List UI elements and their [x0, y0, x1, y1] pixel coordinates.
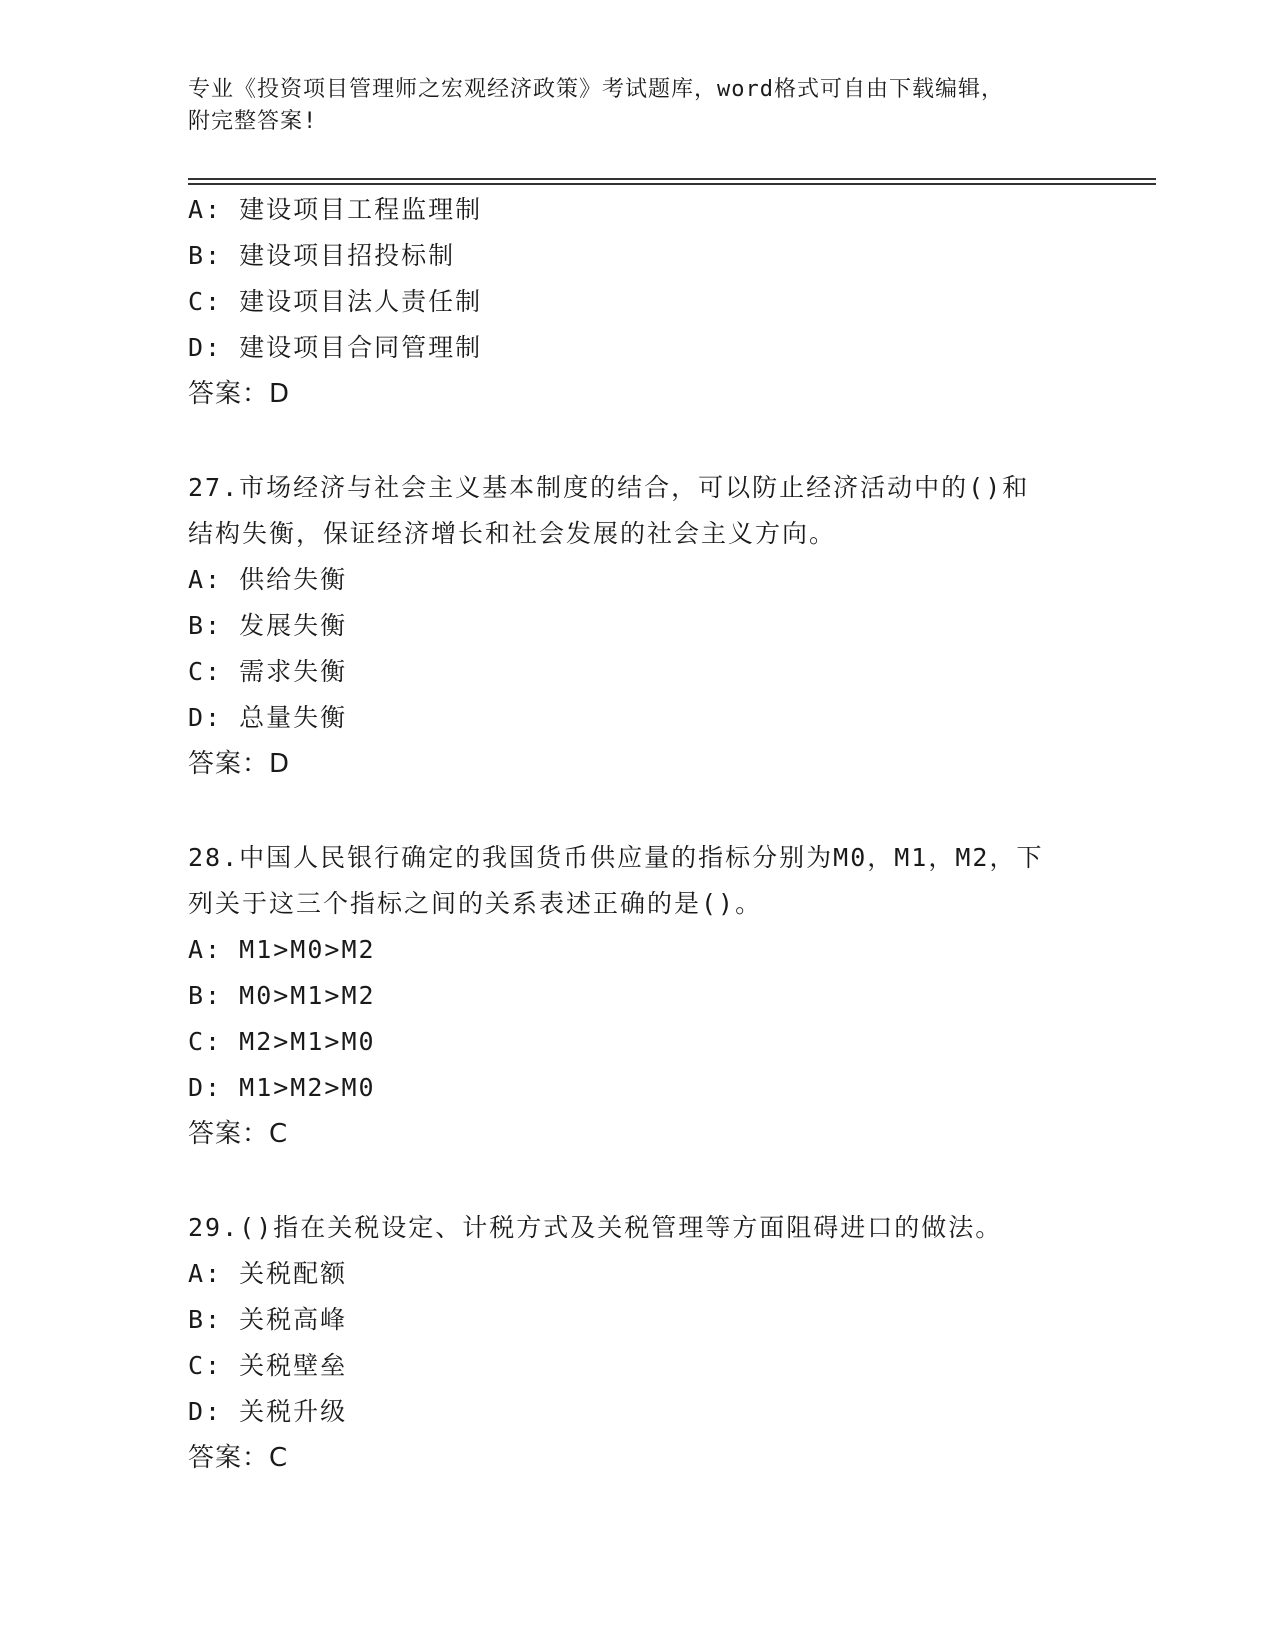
- question-26: [188, 187, 1088, 417]
- option-b: B: M0>M1>M2: [188, 981, 376, 1010]
- document-header: [188, 74, 1088, 138]
- header-line-2: 附完整答案!: [188, 109, 318, 134]
- question-stem: [188, 835, 1088, 927]
- stem-line: 27.市场经济与社会主义基本制度的结合，可以防止经济活动中的()和: [188, 473, 1030, 502]
- option-a: A: 关税配额: [188, 1259, 348, 1288]
- option-a: A: 供给失衡: [188, 565, 348, 594]
- option-b: B: 发展失衡: [188, 611, 348, 640]
- header-divider-bottom: [188, 183, 1156, 185]
- answer: 答案：C: [188, 1443, 289, 1473]
- question-27: [188, 465, 1088, 787]
- option-b: B: 关税高峰: [188, 1305, 348, 1334]
- stem-line: 结构失衡，保证经济增长和社会发展的社会主义方向。: [188, 519, 837, 548]
- option-c: C: M2>M1>M0: [188, 1027, 376, 1056]
- question-stem: [188, 1205, 1088, 1251]
- question-stem: [188, 465, 1088, 557]
- option-d: D: 关税升级: [188, 1397, 348, 1426]
- question-list: [188, 187, 1088, 1481]
- stem-line: 列关于这三个指标之间的关系表述正确的是()。: [188, 889, 763, 918]
- option-b: B: 建设项目招投标制: [188, 241, 456, 270]
- option-c: C: 关税壁垒: [188, 1351, 348, 1380]
- option-d: D: M1>M2>M0: [188, 1073, 376, 1102]
- option-d: D: 总量失衡: [188, 703, 348, 732]
- stem-line: 29.()指在关税设定、计税方式及关税管理等方面阻碍进口的做法。: [188, 1213, 1003, 1242]
- question-28: [188, 835, 1088, 1157]
- question-29: [188, 1205, 1088, 1481]
- option-a: A: 建设项目工程监理制: [188, 195, 483, 224]
- option-c: C: 建设项目法人责任制: [188, 287, 483, 316]
- option-c: C: 需求失衡: [188, 657, 348, 686]
- option-d: D: 建设项目合同管理制: [188, 333, 483, 362]
- stem-line: 28.中国人民银行确定的我国货币供应量的指标分别为M0，M1，M2，下: [188, 843, 1044, 872]
- option-a: A: M1>M0>M2: [188, 935, 376, 964]
- header-line-1: 专业《投资项目管理师之宏观经济政策》考试题库，word格式可自由下载编辑，: [188, 77, 1004, 102]
- answer: 答案：D: [188, 749, 291, 779]
- header-divider-top: [188, 178, 1156, 180]
- answer: 答案：D: [188, 379, 291, 409]
- answer: 答案：C: [188, 1119, 289, 1149]
